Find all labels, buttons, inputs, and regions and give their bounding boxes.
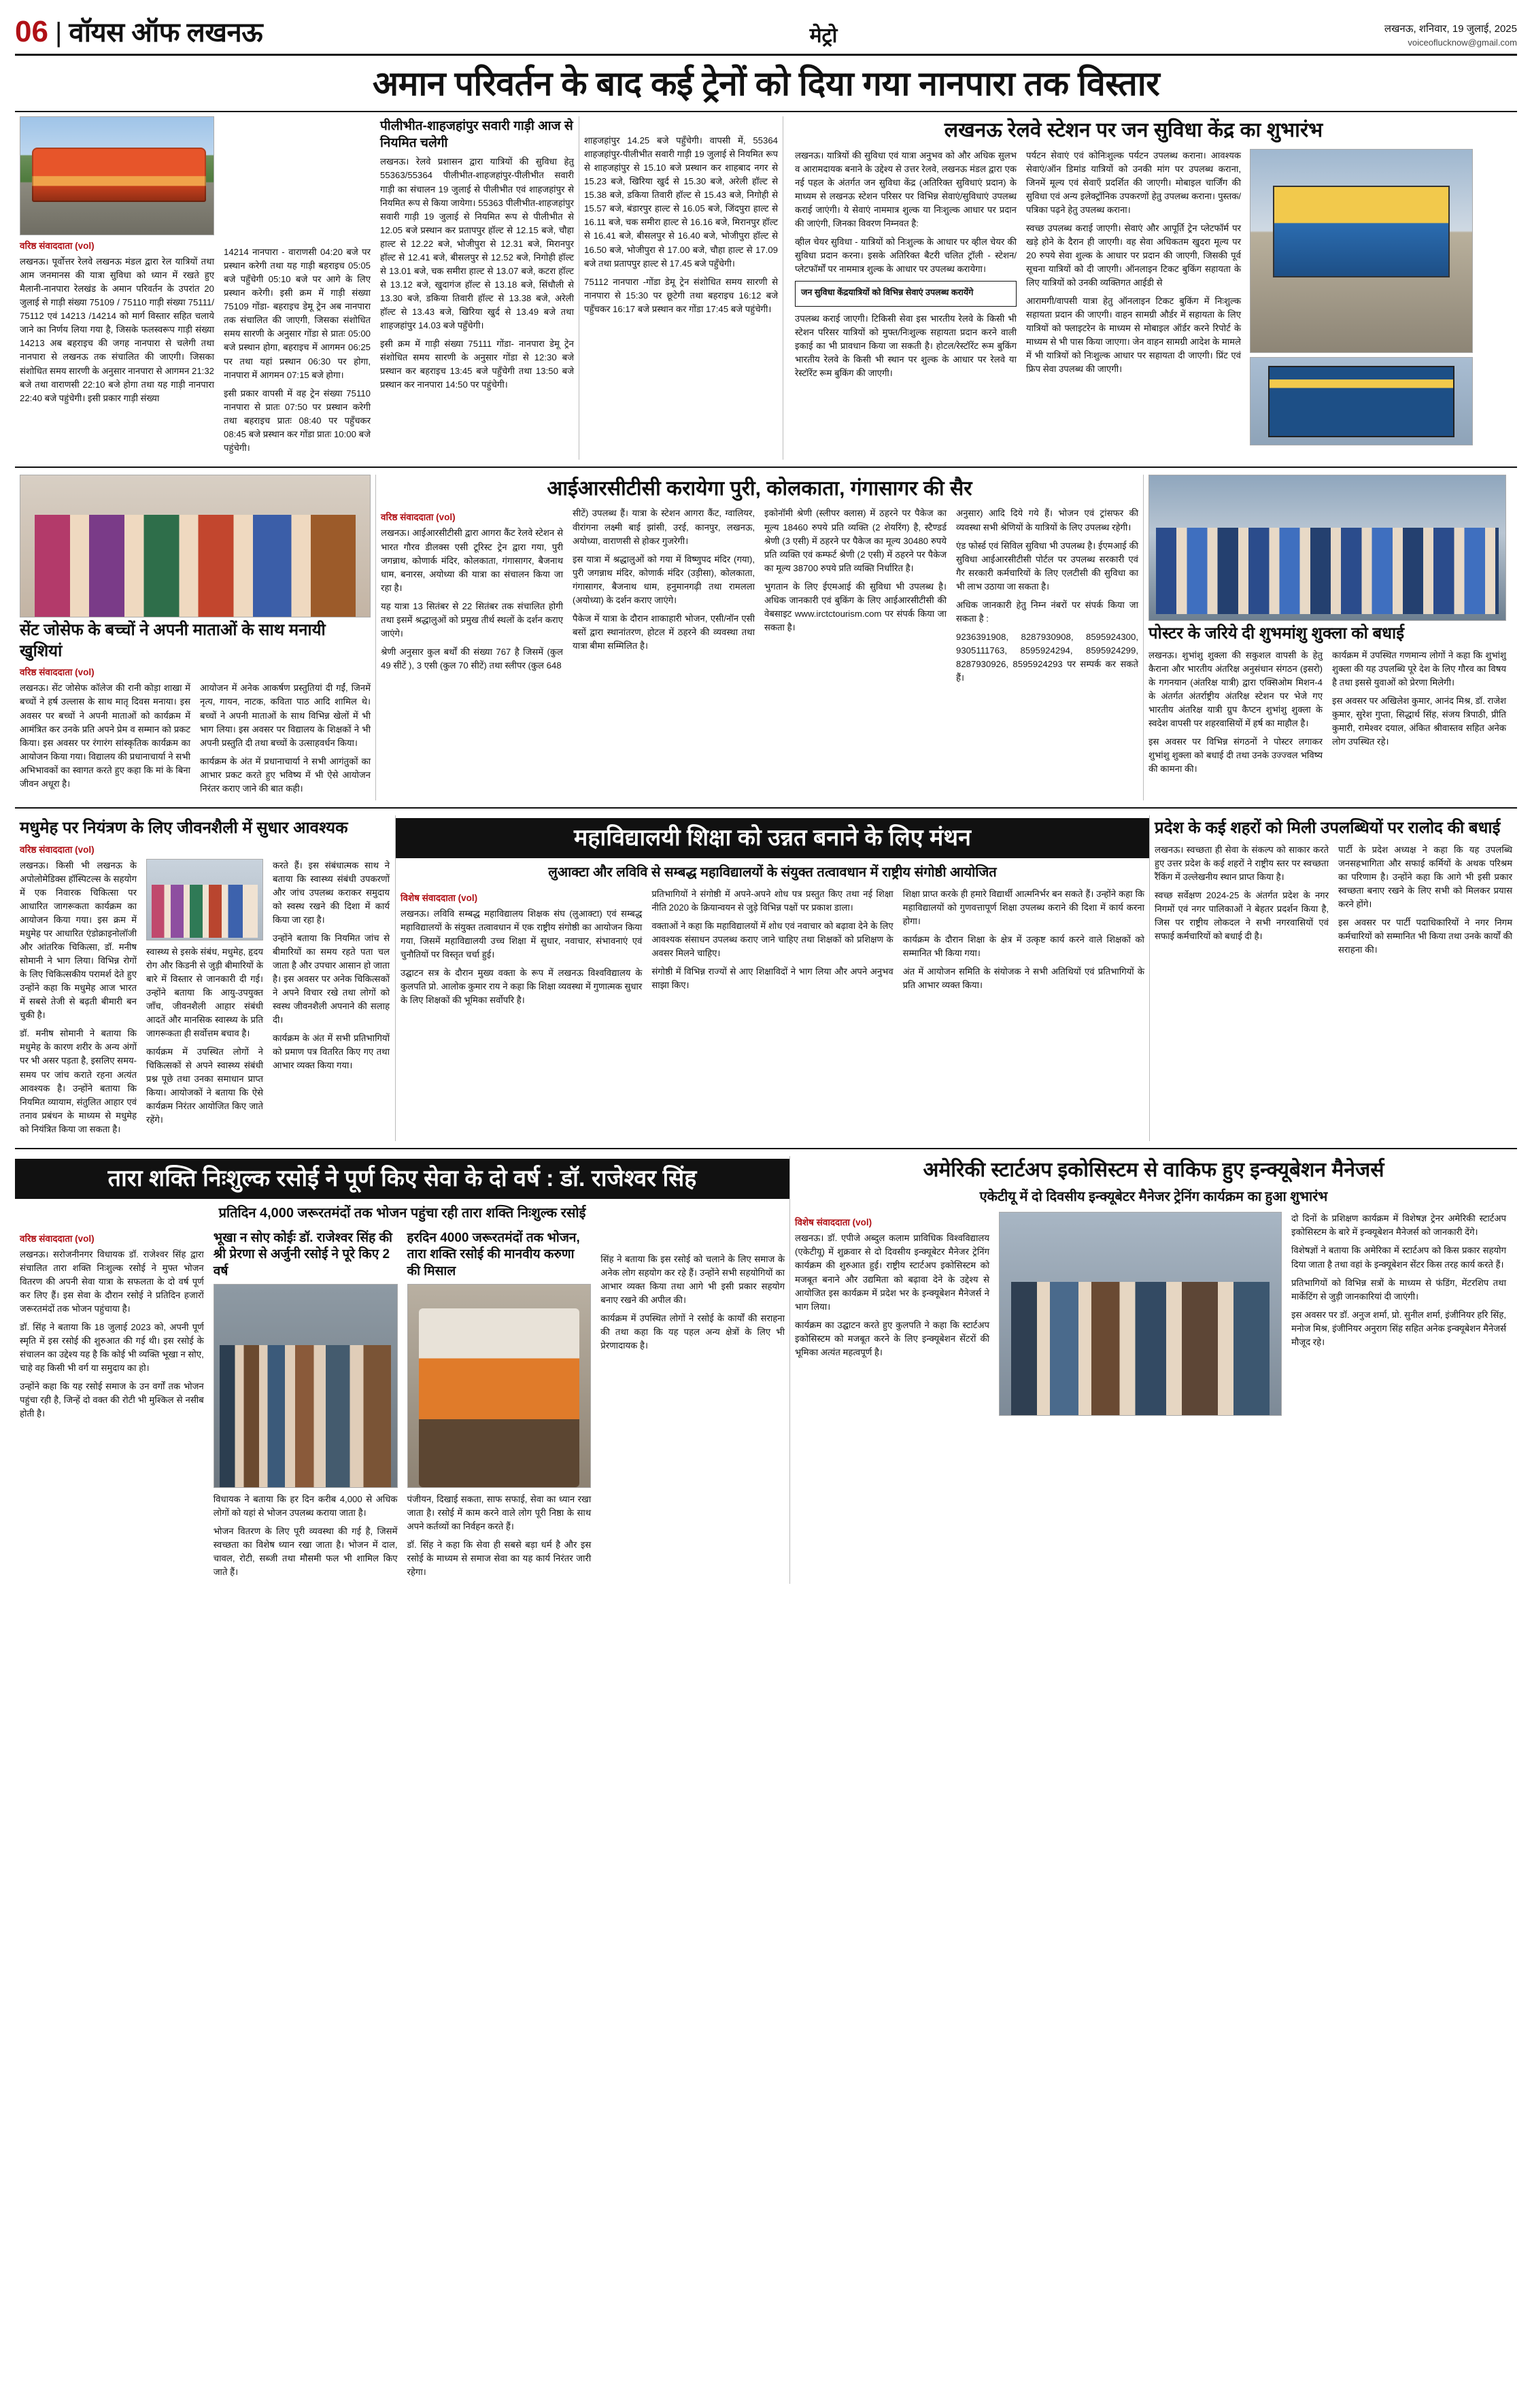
- tarashakti-para-4: विधायक ने बताया कि हर दिन करीब 4,000 से अधिक लोगों को यहां से भोजन उपलब्ध कराया जाता है।: [213, 1493, 398, 1518]
- rld-para-3: पार्टी के प्रदेश अध्यक्ष ने कहा कि यह उपलब्धि जनसहभागिता और सफाई कर्मियों के अथक परिश्रम का परिणाम है। उन्होंने कहा कि आगे भी इसी प्रकार स्वच्छता बनाए रखने के लिए सभी को मिलकर प्रयास करने होंगे।: [1338, 844, 1512, 909]
- incubator-byline: विशेष संवाददाता (vol): [795, 1217, 872, 1228]
- row-four: [15, 1149, 1517, 1591]
- college-story: [395, 815, 1150, 1141]
- college-subhead: लुआक्टा और लविवि से सम्बद्ध महाविद्यालयों के संयुक्त तत्वावधान में राष्ट्रीय संगोष्ठी आयोजित: [548, 864, 997, 880]
- masthead-right: [1384, 22, 1517, 50]
- incubator-para-6: इस अवसर पर डॉ. अनुज शर्मा, प्रो. सुनील शर्मा, इंजीनियर हरि सिंह, मनोज मिश्र, इंजीनियर अनुराग सिंह सहित अनेक इन्क्यूबेशन मैनेजर्स मौजूद रहे।: [1291, 1309, 1506, 1347]
- incubator-story: [790, 1156, 1517, 1584]
- lead-para-2: 14214 नानपारा - वाराणसी 04:20 बजे पर प्रस्थान करेगी तथा यह गाड़ी बहराइच 05:05 बजे पहुँचेगी 05:10 बजे पर आगे के लिए प्रस्थान करेगी। इसी क्रम में गाड़ी संख्या 75109 गोंडा- बहराइच डेमू ट्रेन अब नानपारा तक संचालित की जाएगी, जिसका संशोधित समय सारणी के अनुसार गोंडा से प्रातः 05:00 बजे प्रस्थान होगा, बहराइच में आगमन 06:25 पर तथा यहां प्रस्थान 06:30 पर होगा, नानपारा में आगमन 07:15 बजे होगा।: [224, 247, 371, 380]
- kiosk-para-2: व्हील चेयर सुविधा - यात्रियों को निःशुल्क के आधार पर व्हील चेयर की सुविधा प्रदान करना। इसके अतिरिक्त बैटरी चलित ट्रॉली - स्टेशन/प्लेटफॉर्मों पर नाममात्र शुल्क के आधार पर उपलब्ध करायेगा।: [795, 236, 1017, 274]
- diabetes-col-2: [141, 859, 268, 1141]
- tarashakti-para-1: लखनऊ। सरोजनीनगर विधायक डॉ. राजेश्वर सिंह द्वारा संचालित तारा शक्ति निःशुल्क रसोई ने मुफ्त भोजन वितरण की अपनी सेवा यात्रा के सफलता के दो वर्ष पूर्ण कर लिए हैं। इस सेवा के दौरान रसोई ने प्रतिदिन हजारों जरूरतमंदों तक भोजन पहुंचाया है।: [20, 1249, 204, 1314]
- diabetes-para-1: लखनऊ। किसी भी लखनऊ के अपोलोमेडिक्स हॉस्पिटल्स के सहयोग में एक निवारक चिकित्सा पर आधारित जागरूकता कार्यक्रम का आयोजन किया गया। इस क्रम में मधुमेह पर आधारित एंडोक्राइनोलॉजी और आंतरिक चिकित्सा, डॉ. मनीष सोमानी ने भाग लिया। विभिन्न रोगों के लिए चिकित्सकीय परामर्श देते हुए उन्होंने कहा कि मधुमेह आज भारत में सबसे तेजी से बढ़ती बीमारी बन चुकी है।: [20, 860, 137, 1021]
- irctc-para-9: अनुसार) आदि दिये गये हैं। भोजन एवं ट्रांसफर की व्यवस्था सभी श्रेणियों के यात्रियों के लिए उपलब्ध रहेगी।: [956, 508, 1138, 532]
- diabetes-story: [15, 815, 395, 1141]
- masthead-left: [15, 12, 262, 50]
- irctc-col-1: [376, 507, 568, 690]
- incubator-para-3: दो दिनों के प्रशिक्षण कार्यक्रम में विशेषज्ञ ट्रेनर अमेरिकी स्टार्टअप इकोसिस्टम के बारे में इन्क्यूबेशन मैनेजर्स को जानकारी देंगे।: [1291, 1213, 1506, 1238]
- irctc-para-12: 9236391908, 8287930908, 8595924300, 9305111763, 8595924294, 8595924299, 8287930926, 8595924293 पर सम्पर्क कर सकते हैं।: [956, 631, 1138, 683]
- diabetes-para-6: उन्होंने बताया कि नियमित जांच से बीमारियों का समय रहते पता चल जाता है और उपचार आसान हो जाता है। इस अवसर पर अनेक चिकित्सकों ने अपने विचार रखे तथा लोगों को स्वस्थ जीवनशैली अपनाने की सलाह दी।: [273, 932, 390, 1025]
- paper-name: वॉयस ऑफ लखनऊ: [69, 18, 263, 48]
- lead-byline: वरिष्ठ संवाददाता (vol): [20, 241, 95, 251]
- pilibhit-headline: पीलीभीत-शाहजहांपुर सवारी गाड़ी आज से नियमित चलेगी: [380, 119, 573, 150]
- kiosk-photo-col: [1246, 149, 1477, 445]
- tarashakti-para-2: डॉ. सिंह ने बताया कि 18 जुलाई 2023 को, अपनी पूर्ण स्मृति में इस रसोई की शुरुआत की गई थी। इस रसोई के संचालन का उद्देश्य यह है कि कोई भी व्यक्ति भूखा न सोए, चाहे वह किसी भी वर्ग या समुदाय का हो।: [20, 1321, 204, 1374]
- lead-para-3: इसी प्रकार वापसी में वह ट्रेन संख्या 75110 नानपारा से प्रातः 07:50 पर प्रस्थान करेगी तथा बहराइच प्रातः 08:40 पर पहुँचकर 08:45 बजे प्रस्थान कर गोंडा प्रातः 10:00 बजे पहुंचेगी।: [224, 388, 371, 453]
- page-number: 06: [15, 15, 48, 48]
- tarashakti-subhead: प्रतिदिन 4,000 जरूरतमंदों तक भोजन पहुंचा रही तारा शक्ति निःशुल्क रसोई: [218, 1205, 586, 1221]
- irctc-para-5: इस यात्रा में श्रद्धालुओं को गया में विष्णुपद मंदिर (गया), पुरी जगन्नाथ मंदिर, कोणार्क मंदिर (उड़ीसा), कोलकाता, गंगासागर, बैजनाथ धाम, हनुमानगढ़ी तथा रामलला (अयोध्या) के दर्शन कराए जाएंगे।: [573, 554, 755, 605]
- lead-col-3: [375, 116, 579, 460]
- kiosk-note-box: [795, 281, 1017, 307]
- irctc-byline: वरिष्ठ संवाददाता (vol): [381, 512, 456, 523]
- irctc-para-10: एंड फोर्स्ड एवं सिविल सुविधा भी उपलब्ध है। ईएमआई की सुविधा आईआरसीटीसी पोर्टल पर उपलब्ध सरकारी एवं गैर सरकारी कर्मचारियों के लिए एलटीसी की सुविधा का भी लाभ उठाया जा सकता है।: [956, 540, 1138, 592]
- tarashakti-photo-caption-1: भूखा न सोए कोईः डॉ. राजेश्वर सिंह की श्री प्रेरणा से अर्जुनी रसोई ने पूरे किए 2 वर्ष: [213, 1230, 392, 1279]
- college-byline: विशेष संवाददाता (vol): [401, 892, 478, 903]
- rld-col-1: [1150, 843, 1333, 962]
- pilibhit-para-1: लखनऊ। रेलवे प्रशासन द्वारा यात्रियों की सुविधा हेतु 55363/55364 पीलीभीत-शाहजहांपुर-पीलीभीत सवारी गाड़ी का संचालन 19 जुलाई से पीलीभीत एवं शाहजहांपुर से नियमित रूप से किया जायेगा। 55363 पीलीभीत-शाहजहांपुर सवारी गाड़ी 19 जुलाई से नियमित रूप से पीलीभीत से 12.05 बजे प्रस्थान कर प्रतापपुर हॉल्ट से 12.15 बजे, चौहा हाल्ट से 12.22 बजे, भोजीपुरा से 12.31 बजे, मिरानपुर हॉल्ट से 12.41 बजे, बीसलपुर से 12.52 बजे, निगोही हॉल्ट से 13.01 बजे, चक समीरा हाल्ट से 13.07 बजे, कटरा हॉल्ट से 13.12 बजे, खुदागंज हॉल्ट से 13.18 बजे, सिंधौली से 13.30 बजे, डकिया तिवारी हॉल्ट से 13.38 बजे, अरेली हॉल्ट से 13.43 बजे, खिरिया खुर्द से 13.49 बजे तथा शाहजहांपुर 14.03 बजे पहुँचेगी।: [380, 156, 574, 331]
- tarashakti-para-3: उन्होंने कहा कि यह रसोई समाज के उन वर्गों तक भोजन पहुंचा रही है, जिन्हें दो वक्त की रोटी भी मुश्किल से नसीब होती है।: [20, 1381, 204, 1419]
- tarashakti-col-1: [15, 1228, 209, 1584]
- poster-para-1: लखनऊ। शुभांशु शुक्ला की सकुशल वापसी के हेतु कैराना और भारतीय अंतरिक्ष अनुसंधान संगठन (इसरो) के गगनयान (अंतरिक्ष यात्री) द्वारा एक्सिओम मिशन-4 के अंतर्गत अंतर्राष्ट्रीय अंतरिक्ष स्टेशन पर भेजे गए भारतीय अंतरिक्ष यात्री ग्रुप कैप्टन शुभांशु शुक्ला के स्वदेश वापसी पर शहरवासियों में हर्ष का माहौल है।: [1148, 649, 1323, 728]
- kiosk-story: [783, 116, 1477, 460]
- stjoseph-headline: सेंट जोसेफ के बच्चों ने अपनी माताओं के साथ मनायी खुशियां: [20, 620, 326, 660]
- row-lead: [15, 116, 1517, 468]
- irctc-para-11: अधिक जानकारी हेतु निम्न नंबरों पर संपर्क किया जा सकता है :: [956, 599, 1138, 624]
- irctc-headline: आईआरसीटीसी करायेगा पुरी, कोलकाता, गंगासागर की सैर: [547, 477, 972, 500]
- rld-para-4: इस अवसर पर पार्टी पदाधिकारियों ने नगर निगम कर्मचारियों को सम्मानित भी किया तथा उनके कार्यों की सराहना की।: [1338, 917, 1512, 955]
- incubator-col-1: [790, 1212, 994, 1416]
- train-photo: [20, 116, 214, 235]
- tarashakti-photo-caption-2: हरदिन 4000 जरूरतमंदों तक भोजन, तारा शक्ति रसोई की मानवीय करुणा की मिसाल: [407, 1230, 580, 1279]
- diabetes-headline: मधुमेह पर नियंत्रण के लिए जीवनशैली में सुधार आवश्यक: [20, 818, 348, 837]
- row-two: [15, 468, 1517, 809]
- row-three: [15, 809, 1517, 1149]
- stjoseph-para-1: लखनऊ। सेंट जोसेफ कॉलेज की रानी कोड़ा शाखा में बच्चों ने हर्ष उल्लास के साथ मातृ दिवस मनाया। इस अवसर पर बच्चों ने अपनी माताओं को कार्यक्रम में आमंत्रित कर उनके प्रति अपने प्रेम व सम्मान को प्रकट किया। इस अवसर पर रंगारंग सांस्कृतिक कार्यक्रम का आयोजन किया गया। विद्यालय की प्रधानाचार्या ने सभी अभिभावकों का स्वागत करते हुए कहा कि मां के बिना जीवन अधूरा है।: [20, 683, 190, 789]
- tarashakti-byline: वरिष्ठ संवाददाता (vol): [20, 1233, 95, 1244]
- irctc-para-7: इकोनॉमी श्रेणी (स्लीपर क्लास) में ठहरने पर पैकेज का मूल्य 18460 रुपये प्रति व्यक्ति (2 शेयरिंग) है, स्टैण्डर्ड श्रेणी (3 एसी) में ठहरने पर पैकेज का मूल्य 30480 रुपये प्रति व्यक्ति एवं कम्फर्ट श्रेणी (2 एसी) में ठहरने पर पैकेज का मूल्य 38700 रुपये प्रति व्यक्ति निर्धारित है।: [764, 508, 947, 573]
- kiosk-para-1: लखनऊ। यात्रियों की सुविधा एवं यात्रा अनुभव को और अधिक सुलभ व आरामदायक बनाने के उद्देश्य से उत्तर रेलवे, लखनऊ मंडल द्वारा एक नई पहल के अंतर्गत जन सुविधा केंद्र (अतिरिक्त सुविधाएं प्रदान) के माध्यम से लखनऊ स्टेशन परिसर पर विभिन्न सेवाएं/सुविधाएं उपलब्ध कराई जाएंगी। ये सेवाएं नाममात्र शुल्क या निःशुल्क आधार पर प्रदान की जाएंगी, जिनका विवरण निम्नवत है:: [795, 150, 1017, 228]
- lead-col-1: [15, 116, 219, 460]
- irctc-col-2: [568, 507, 760, 690]
- irctc-para-6: पैकेज में यात्रा के दौरान शाकाहारी भोजन, एसी/नॉन एसी बसों द्वारा स्थानांतरण, होटल में ठहरने की व्यवस्था तथा यात्रा बीमा सम्मिलित है।: [573, 613, 755, 651]
- incubator-para-5: प्रतिभागियों को विभिन्न सत्रों के माध्यम से फंडिंग, मेंटरशिप तथा मार्केटिंग से जुड़ी जानकारियां दी जाएंगी।: [1291, 1277, 1506, 1302]
- diabetes-para-4: कार्यक्रम में उपस्थित लोगों ने चिकित्सकों से अपने स्वास्थ्य संबंधी प्रश्न पूछे तथा उनका समाधान प्राप्त किया। आयोजकों ने बताया कि ऐसे कार्यक्रम निरंतर आयोजित किए जाते रहेंगे।: [146, 1047, 263, 1125]
- stjoseph-photo: [20, 475, 371, 617]
- masthead-separator: |: [54, 18, 63, 48]
- incubator-photo: [999, 1212, 1282, 1416]
- tarashakti-para-8: सिंह ने बताया कि इस रसोई को चलाने के लिए समाज के अनेक लोग सहयोग कर रहे हैं। उन्होंने सभी सहयोगियों का आभार व्यक्त किया तथा आगे भी इसी प्रकार सहयोग बनाए रखने की अपील की।: [600, 1253, 785, 1305]
- stjoseph-byline: वरिष्ठ संवाददाता (vol): [20, 667, 95, 678]
- kiosk-para-3: उपलब्ध कराई जाएगी। टिकिसी सेवा इस भारतीय रेलवे के किसी भी स्टेशन परिसर यात्रियों को मुफ्त/निःशुल्क सहायता प्रदान करने वाली इकाई का भी प्रावधान किया जा सकती है। होटल/रेस्टॉरेंट रूम बुकिंग भारतीय रेलवे के किसी भी स्थान पर शुल्क के आधार पर रेलवे या रेस्टॉरेंट रूम बुकिंग की जाएगी।: [795, 313, 1017, 379]
- irctc-para-8: भुगतान के लिए ईएमआई की सुविधा भी उपलब्ध है। अधिक जानकारी एवं बुकिंग के लिए आईआरसीटीसी की वेबसाइट www.irctctourism.com पर संपर्क किया जा सकता है।: [764, 581, 947, 632]
- contact-email: voiceoflucknow@gmail.com: [1408, 37, 1517, 48]
- incubator-col-2: [1287, 1212, 1511, 1416]
- stjoseph-para-3: कार्यक्रम के अंत में प्रधानाचार्या ने सभी आगंतुकों का आभार प्रकट करते हुए भविष्य में भी ऐसे आयोजन निरंतर कराए जाने की बात कही।: [200, 756, 371, 794]
- diabetes-para-2: डॉ. मनीष सोमानी ने बताया कि मधुमेह के कारण शरीर के अन्य अंगों पर भी असर पड़ता है, इसलिए समय-समय पर जांच कराते रहना अत्यंत आवश्यक है। उन्होंने बताया कि नियमित व्यायाम, संतुलित आहार एवं तनाव प्रबंधन के माध्यम से मधुमेह को नियंत्रित किया जा सकता है।: [20, 1028, 137, 1134]
- tarashakti-photo-1: [214, 1284, 398, 1488]
- poster-photo: [1148, 475, 1506, 621]
- diabetes-col-1: [15, 859, 141, 1141]
- rld-col-2: [1333, 843, 1517, 962]
- rld-story: [1150, 815, 1517, 1141]
- rld-headline: प्रदेश के कई शहरों को मिली उपलब्धियों पर रालोद की बधाई: [1155, 818, 1501, 837]
- incubator-subhead: एकेटीयू में दो दिवसीय इन्क्यूबेटर मैनेजर ट्रेनिंग कार्यक्रम का हुआ शुभारंभ: [979, 1189, 1328, 1205]
- poster-headline: पोस्टर के जरिये दी शुभमांशु शुक्ला को बधाई: [1148, 624, 1405, 643]
- kiosk-col-1: [790, 149, 1021, 445]
- poster-col-1: [1144, 649, 1327, 781]
- college-para-7: कार्यक्रम के दौरान शिक्षा के क्षेत्र में उत्कृष्ट कार्य करने वाले शिक्षकों को सम्मानित भी किया गया।: [902, 934, 1144, 958]
- college-para-4: वक्ताओं ने कहा कि महाविद्यालयों में शोध एवं नवाचार को बढ़ावा देने के लिए आवश्यक संसाधन उपलब्ध कराए जाने चाहिए तथा शिक्षकों को प्रशिक्षण के अवसर मिलने चाहिए।: [651, 920, 893, 958]
- college-col-1: [396, 887, 647, 1012]
- college-col-3: [898, 887, 1149, 1012]
- poster-para-2: इस अवसर पर विभिन्न संगठनों ने पोस्टर लगाकर शुभांशु शुक्ला को बधाई दी तथा उनके उज्ज्वल भविष्य की कामना की।: [1148, 736, 1323, 775]
- stjoseph-story: [15, 475, 375, 800]
- college-para-5: संगोष्ठी में विभिन्न राज्यों से आए शिक्षाविदों ने भाग लिया और अपने अनुभव साझा किए।: [651, 966, 893, 991]
- college-para-2: उद्घाटन सत्र के दौरान मुख्य वक्ता के रूप में लखनऊ विश्वविद्यालय के कुलपति प्रो. आलोक कुमार राय ने कहा कि शिक्षा व्यवस्था में गुणात्मक सुधार के लिए शिक्षकों की भूमिका सर्वोपरि है।: [401, 967, 643, 1006]
- kiosk-photo-2: [1250, 357, 1473, 445]
- college-para-3: प्रतिभागियों ने संगोष्ठी में अपने-अपने शोध पत्र प्रस्तुत किए तथा नई शिक्षा नीति 2020 के क्रियान्वयन से जुड़े विभिन्न पक्षों पर प्रकाश डाला।: [651, 888, 893, 913]
- lead-para-1: लखनऊ। पूर्वोत्तर रेलवे लखनऊ मंडल द्वारा रेल यात्रियों तथा आम जनमानस की यात्रा सुविधा को ध्यान में रखते हुए मैलानी-नानपारा रेलखंड के अमान परिवर्तन के उपरांत 20 जुलाई से गाड़ी संख्या 75109 / 75110 गाड़ी संख्या 75111/ 75112 एवं 14213 /14214 को मार्ग विस्तार सहित चलाये जाने का निर्णय लिया गया है, जिसके फलस्वरूप गाड़ी संख्या 14213 अब बहराइच की जगह नानपारा से चलेगी तथा नानपारा से लखनऊ तक संचालित की जाएगी। जिसका संशोधित समय सारणी के अनुसार नानपारा से आगमन 21:32 बजे तथा वाराणसी 22:10 बजे होगा तथा यह गाड़ी नानपारा 22:40 बजे पहुंचेगी। इसी प्रकार गाड़ी संख्या: [20, 256, 214, 403]
- edition-line: लखनऊ, शनिवार, 19 जुलाई, 2025: [1384, 23, 1517, 35]
- diabetes-byline: वरिष्ठ संवाददाता (vol): [20, 844, 95, 855]
- college-para-1: लखनऊ। लविवि सम्बद्ध महाविद्यालय शिक्षक संघ (लुआक्टा) एवं सम्बद्ध महाविद्यालयों के संयुक्त तत्वावधान में एक राष्ट्रीय संगोष्ठी का आयोजन किया गया, जिसमें महाविद्यालयी उच्च शिक्षा में सुधार, नवाचार, संभावनाएं एवं चुनौतियों पर विस्तृत चर्चा हुई।: [401, 908, 643, 960]
- poster-para-4: इस अवसर पर अखिलेश कुमार, आनंद मिश्र, डॉ. राजेश कुमार, सुरेश गुप्ता, सिद्धार्थ सिंह, संजय त्रिपाठी, प्रीति कुमारी, रामेश्वर दयाल, अंकित श्रीवास्तव सहित अनेक लोग उपस्थित रहे।: [1332, 695, 1506, 747]
- poster-story: [1144, 475, 1511, 800]
- irctc-para-3: श्रेणी अनुसार कुल बर्थों की संख्या 767 है जिसमें (कुल 49 सीटें ), 3 एसी (कुल 70 सीटें) तथा स्लीपर (कुल 648: [381, 646, 563, 671]
- tarashakti-headline: तारा शक्ति निःशुल्क रसोई ने पूर्ण किए सेवा के दो वर्ष : डॉ. राजेश्वर सिंह: [15, 1159, 789, 1199]
- irctc-para-2: यह यात्रा 13 सितंबर से 22 सितंबर तक संचालित होगी तथा इसमें श्रद्धालुओं को प्रमुख तीर्थ स्थलों के दर्शन कराए जाएंगे।: [381, 600, 563, 639]
- tarashakti-para-7: डॉ. सिंह ने कहा कि सेवा ही सबसे बड़ा धर्म है और इस रसोई के माध्यम से समाज सेवा का यह कार्य निरंतर जारी रहेगा।: [407, 1539, 592, 1578]
- diabetes-para-3: स्वास्थ्य से इसके संबंध, मधुमेह, हृदय रोग और किडनी से जुड़ी बीमारियों के बारे में विस्तार से जानकारी दी गई। उन्होंने बताया कि आयु-उपयुक्त जाँच, जीवनशैली आहार संबंधी आदतें और मानसिक स्वास्थ्य के प्रति जागरूकता ही सर्वोत्तम बचाव है।: [146, 946, 263, 1038]
- section-name: मेट्रो: [809, 24, 838, 47]
- incubator-para-4: विशेषज्ञों ने बताया कि अमेरिका में स्टार्टअप को किस प्रकार सहयोग दिया जाता है तथा वहां के इन्क्यूबेशन सेंटर किस तरह कार्य करते हैं।: [1291, 1245, 1506, 1270]
- irctc-para-4: सीटें) उपलब्ध हैं। यात्रा के स्टेशन आगरा कैंट, ग्वालियर, वीरांगना लक्ष्मी बाई झांसी, उरई, कानपुर, लखनऊ, अयोध्या, वाराणसी से होकर गुजरेगी।: [573, 508, 755, 546]
- tarashakti-story: [15, 1156, 790, 1584]
- stjoseph-col-1: [15, 681, 195, 800]
- diabetes-photo: [146, 859, 263, 940]
- pilibhit-para-3: शाहजहांपुर 14.25 बजे पहुँचेगी। वापसी में, 55364 शाहजहांपुर-पीलीभीत सवारी गाड़ी 19 जुलाई से नियमित रूप से शाहजहांपुर से 15.10 बजे प्रस्थान कर शाहबाद नगर से 15.23 बजे, खिरिया खुर्द से 15.30 बजे, अरेली हॉल्ट से 15.38 बजे, डकिया तिवारी हॉल्ट से 15.43 बजे, निगोही से 15.57 बजे, बंडारपुर हाल्ट से 16.05 बजे, जिंदपुरा हाल्ट से 16.11 बजे, चक समीरा हाल्ट से 16.16 बजे, मिरानपुर हॉल्ट से 16.41 बजे, बीसलपुर से 16.40 बजे, भोजीपुरा हॉल्ट से 16.50 बजे, भोजीपुरा से 17.00 बजे, चौहा हाल्ट से 17.09 बजे तथा प्रतापपुर हाल्ट से 17.45 बजे पहुँचेगी।: [584, 135, 778, 269]
- irctc-para-1: लखनऊ। आईआरसीटीसी द्वारा आगरा कैंट रेलवे स्टेशन से भारत गौरव डीलक्स एसी टूरिस्ट ट्रेन द्वारा गया, पुरी जगन्नाथ, कोणार्क मंदिर, कोलकाता, गंगासागर, बैजनाथ धाम, बनारस, अयोध्या की यात्रा का संचालन किया जा रहा है।: [381, 528, 563, 593]
- incubator-photo-col: [994, 1212, 1287, 1416]
- kiosk-note-title: जन सुविधा केंद्रयात्रियों को विभिन्न सेवाएं उपलब्ध करायेंगे: [801, 288, 974, 298]
- tarashakti-col-4: [596, 1228, 789, 1584]
- kiosk-para-4: पर्यटन सेवाएं एवं कोनिःशुल्क पर्यटन उपलब्ध कराना। आवश्यक सेवाएं/ऑन डिमांड यात्रियों को उनकी मांग पर उपलब्ध कराना, जिनमें मूल्य एवं सेवाएँ प्रदर्शित की जाएगी। मोबाइल चार्जिंग की सुविधा एवं अन्य इलेक्ट्रॉनिक उपकरणों हेतु उपलब्ध कराना। पुस्तक/पत्रिका पढ़ने हेतु उपलब्ध कराना।: [1026, 150, 1241, 215]
- diabetes-para-7: कार्यक्रम के अंत में सभी प्रतिभागियों को प्रमाण पत्र वितरित किए गए तथा आभार व्यक्त किया गया।: [273, 1033, 390, 1071]
- rld-para-2: स्वच्छ सर्वेक्षण 2024-25 के अंतर्गत प्रदेश के नगर निगमों एवं नगर पालिकाओं ने बेहतर प्रदर्शन किया है, जिस पर राष्ट्रीय लोकदल ने सभी नगरवासियों एवं सफाई कर्मचारियों को बधाई दी है।: [1155, 889, 1329, 941]
- kiosk-para-6: आरामगी/वापसी यात्रा हेतु ऑनलाइन टिकट बुकिंग में निःशुल्क सहायता प्रदान की जाएगी। वाहन सामग्री और्डर में सहायता के लिए यात्रियों को फ्लाइटरेन के माध्यम से मोबाइल ऑर्डर करने रिपोर्ट के माध्यम से भी पास किया जाएगा। जेन वाहन सामग्री आदेश के मामले में भी यात्रियों को निःशुल्क आधार पर सहायता दी जाएगी। प्रिंट एवं फ्रिप सेवा उपलब्ध की जाएगी।: [1026, 296, 1241, 375]
- tarashakti-photo-2: [407, 1284, 592, 1488]
- tarashakti-col-2: [209, 1228, 403, 1584]
- lead-headline: अमान परिवर्तन के बाद कई ट्रेनों को दिया गया नानपारा तक विस्तार: [15, 64, 1517, 112]
- irctc-col-4: [951, 507, 1143, 690]
- stjoseph-col-2: [195, 681, 375, 800]
- incubator-para-1: लखनऊ। डॉ. एपीजे अब्दुल कलाम प्राविधिक विश्वविद्यालय (एकेटीयू) में शुक्रवार से दो दिवसीय इन्क्यूबेटर मैनेजर ट्रेनिंग कार्यक्रम की शुरुआत हुई। राष्ट्रीय स्टार्टअप इकोसिस्टम को मजबूत बनाने और उद्यमिता को बढ़ावा देने के उद्देश्य से आयोजित इस कार्यक्रम में प्रदेश भर के इन्क्यूबेशन मैनेजर्स ने भाग लिया।: [795, 1233, 989, 1312]
- lead-col-2: [219, 116, 375, 460]
- diabetes-col-3: [268, 859, 394, 1141]
- irctc-story: [375, 475, 1144, 800]
- college-para-6: शिक्षा प्राप्त करके ही हमारे विद्यार्थी आत्मनिर्भर बन सकते हैं। उन्होंने कहा कि महाविद्यालयों को गुणवत्तापूर्ण शिक्षा उपलब्ध कराने की दिशा में कार्य करना होगा।: [902, 888, 1144, 926]
- stjoseph-para-2: आयोजन में अनेक आकर्षण प्रस्तुतियां दी गईं, जिनमें नृत्य, गायन, नाटक, कविता पाठ आदि शामिल थे। बच्चों ने अपनी माताओं के साथ विभिन्न खेलों में भी भाग लिया। इस अवसर पर विद्यालय के शिक्षकों ने भी अपनी प्रस्तुति दी तथा बच्चों के उत्साहवर्धन किया।: [200, 683, 371, 748]
- kiosk-body: [790, 149, 1477, 445]
- diabetes-para-5: करते हैं। इस संबंधात्मक साथ ने बताया कि स्वास्थ्य संबंधी उपकरणों और जांच उपलब्ध कराकर समुदाय को स्वस्थ रखने की दिशा में कार्य किया जा रहा है।: [273, 860, 390, 925]
- kiosk-para-5: स्वच्छ उपलब्ध कराई जाएगी। सेवाएं और आपूर्ति ट्रेन प्लेटफॉर्म पर खड़े होने के दैरान ही जाएगी। वह सेवा अधिकतम खुदरा मूल्य पर 20 रुपये सेवा शुल्क के आधार पर प्रदान की जाएगी, जिसकी पूर्व सूचना यात्रियों को दी जाएगी। ऑनलाइन टिकट बुकिंग सहायता के लिए यात्रियों को उनकी व्यक्तिगत आईडी से: [1026, 222, 1241, 288]
- poster-col-2: [1327, 649, 1511, 781]
- irctc-col-3: [760, 507, 951, 690]
- incubator-para-2: कार्यक्रम का उद्घाटन करते हुए कुलपति ने कहा कि स्टार्टअप इकोसिस्टम को मजबूत करने के लिए इन्क्यूबेशन सेंटरों की भूमिका अत्यंत महत्वपूर्ण है।: [795, 1319, 989, 1357]
- pilibhit-para-2: इसी क्रम में गाड़ी संख्या 75111 गोंडा- नानपारा डेमू ट्रेन संशोधित समय सारणी के अनुसार गोंडा से 12:30 बजे प्रस्थान कर बहराइच 13:45 बजे पहुँचेगी तथा 13:50 बजे प्रस्थान कर नानपारा 14:50 पर पहुंचेगी।: [380, 339, 574, 390]
- pilibhit-para-4: 75112 नानपारा -गोंडा डेमू ट्रेन संशोधित समय सारणी से नानपारा से 15:30 पर छूटेगी तथा बहराइच 16:12 बजे पहुँचकर 16:17 बजे प्रस्थान कर गोंडा 17:45 बजे पहुंचेगी।: [584, 276, 778, 314]
- college-col-2: [647, 887, 898, 1012]
- lead-col-4: [579, 116, 783, 460]
- college-headline: महाविद्यालयी शिक्षा को उन्नत बनाने के लिए मंथन: [396, 818, 1149, 858]
- tarashakti-col-3: [403, 1228, 596, 1584]
- rld-para-1: लखनऊ। स्वच्छता ही सेवा के संकल्प को साकार करते हुए उत्तर प्रदेश के कई शहरों ने राष्ट्रीय स्तर पर स्वच्छता रैंकिंग में उल्लेखनीय स्थान प्राप्त किया है।: [1155, 844, 1329, 882]
- kiosk-col-2: [1021, 149, 1246, 445]
- tarashakti-para-9: कार्यक्रम में उपस्थित लोगों ने रसोई के कार्यों की सराहना की तथा कहा कि यह पहल अन्य क्षेत्रों के लिए भी प्रेरणादायक है।: [600, 1312, 785, 1351]
- college-para-8: अंत में आयोजन समिति के संयोजक ने सभी अतिथियों एवं प्रतिभागियों के प्रति आभार व्यक्त किया।: [902, 966, 1144, 991]
- tarashakti-para-6: पंजीयन, दिखाई सकता, साफ सफाई, सेवा का ध्यान रखा जाता है। रसोई में काम करने वाले लोग पूरी निष्ठा के साथ अपने कर्तव्यों का निर्वहन करते हैं।: [407, 1493, 592, 1531]
- poster-para-3: कार्यक्रम में उपस्थित गणमान्य लोगों ने कहा कि शुभांशु शुक्ला की यह उपलब्धि पूरे देश के लिए गौरव का विषय है तथा इससे युवाओं को प्रेरणा मिलेगी।: [1332, 649, 1506, 688]
- kiosk-photo: [1250, 149, 1473, 353]
- kiosk-headline: लखनऊ रेलवे स्टेशन पर जन सुविधा केंद्र का शुभारंभ: [944, 119, 1323, 141]
- masthead: [15, 12, 1517, 56]
- tarashakti-para-5: भोजन वितरण के लिए पूरी व्यवस्था की गई है, जिसमें स्वच्छता का विशेष ध्यान रखा जाता है। भोजन में दाल, चावल, रोटी, सब्जी तथा मौसमी फल भी शामिल किए जाते हैं।: [213, 1525, 398, 1578]
- incubator-headline: अमेरिकी स्टार्टअप इकोसिस्टम से वाकिफ हुए इन्क्यूबेशन मैनेजर्स: [923, 1158, 1384, 1181]
